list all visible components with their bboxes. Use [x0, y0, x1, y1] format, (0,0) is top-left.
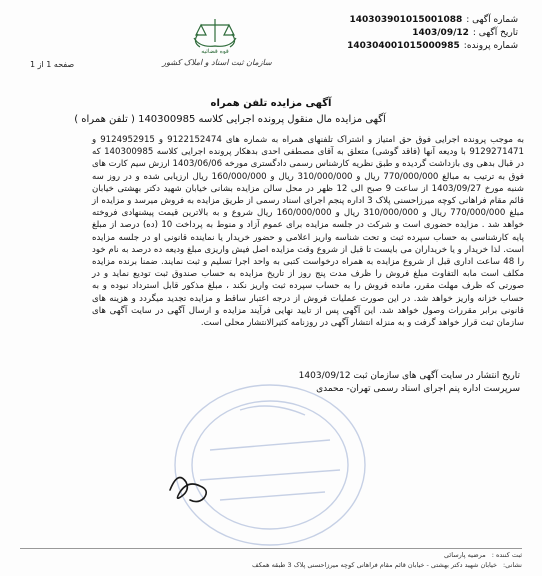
notice-date: 1403/09/12 [412, 28, 469, 38]
notice-date-row [248, 27, 518, 40]
notice-number: 140303901015001088 [349, 15, 463, 25]
address-label: نشانی: [502, 561, 522, 569]
signatory-line: سرپرست اداره پنم اجرای اسناد رسمی تهران- محمدی [316, 384, 520, 394]
publish-date-line: تاریخ انتشار در سایت آگهی های سازمان ثبت 1403/09/12 [298, 371, 520, 381]
address-value: خیابان شهید دکتر بهشتی - خیابان قائم مقام فراهانی کوچه میرزاحسنی پلاک 3 طبقه همکف [252, 561, 497, 569]
notice-closing [200, 370, 520, 396]
emblem-text: قوه قضائیه [201, 48, 229, 54]
case-number-label: شماره پرونده: [463, 41, 518, 51]
recorder-label: ثبت کننده : [491, 551, 522, 559]
reference-block [248, 14, 518, 53]
case-number-row [248, 40, 518, 53]
judiciary-emblem-icon [186, 16, 244, 54]
recorder-row [20, 550, 522, 560]
notice-number-label: شماره آگهی : [466, 15, 518, 25]
address-row [20, 560, 522, 570]
org-name: سازمان ثبت اسناد و املاک کشور [162, 58, 272, 67]
notice-body: به موجب پرونده اجرایی فوق حق امتیاز و اشتراک تلفنهای همراه به شماره های 9122152474 و 9124952915 و 9129271471 با ودیعه آنها (فاقد گوشی) متعلق به آقای مصطفی احدی بدهکار پرونده اجرایی کلاسه 140300985 که در قبال بدهی وی بازداشت گردیده و طبق نظریه کارشناس رسمی دادگستری مورخه 1403/06/06 ارزش سیم کارت های فوق به ترتیب به مبالغ 770/000/000 ریال و 310/000/000 ریال و 160/000/000 ریال ارزیابی شده و در روز سه شنبه مورخ 1403/09/27 از ساعت 9 صبح الی 12 ظهر در محل سالن مزایده بشانی خیابان شهید دکتر بهشتی خیابان قائم مقام فراهانی کوچه میرزاحسنی پلاک 3 اداره پنجم اجرای اسناد رسمی از طریق مزایده به فروش میرسد و مزایده از مبلغ 770/000/000 ریال و 310/000/000 ریال و 160/000/000 ریال شروع و به بالاترین قیمت پیشنهادی فروخته خواهد شد . مزایده حضوری است و شرکت در جلسه مزایده برای عموم آزاد و منوط به پرداخت 10 (ده) درصد از مبلغ پایه کارشناسی به حساب سپرده ثبت و تحت شناسه واریز اعلامی و حضور خریدار یا نماینده قانونی او در جلسه مزایده است. لذا خریدار و یا خریداران می بایست تا قبل از شروع وقت مزایده اصل فیش واریزی مبلغ ودیعه ده درصد به نام خود را 48 ساعت اداری قبل از شروع مزایده به همراه درخواست کتبی به واحد اجرا تسلیم و ثبت نمایند. ضمنا برنده مزایده مکلف است مابه التفاوت مبلغ فروش را ظرف مدت پنج روز از تاریخ مزایده به حساب صندوق ثبت تودیع نماید و در صورتی که ظرف مهلت مقرر، مانده فروش را به حساب سپرده ثبت واریز نکند ، مبلغ مذکور قابل استرداد نبوده و به حساب خزانه واریز خواهد شد. در این صورت عملیات فروش از درجه اعتبار ساقط و مزایده تجدید میگردد و هزینه های قانونی برابر مقررات وصول خواهد شد. این آگهی پس از تایید نهایی فرآیند مزایده و ارسال آگهی در سایت آگهی های سازمان ثبت قرار خواهد گرفت و به منزله انتشار آگهی در روزنامه کثیرالانتشار محلی است. [92, 135, 525, 329]
notice-number-row [248, 14, 518, 27]
notice-subtitle: آگهی مزایده مال منقول پرونده اجرایی کلاسه 140300985 ( تلفن همراه ) [74, 114, 386, 125]
footer-divider [20, 548, 522, 549]
signature-icon [160, 460, 220, 510]
footer-info [20, 550, 522, 570]
notice-title: آگهی مزایده تلفن همراه [210, 98, 332, 109]
case-number: 140304001015000985 [347, 41, 460, 51]
recorder-value: مرضیه پارسائی [444, 551, 486, 559]
notice-date-label: تاریخ آگهی : [472, 28, 518, 38]
page-number: صفحه 1 از 1 [30, 60, 75, 69]
